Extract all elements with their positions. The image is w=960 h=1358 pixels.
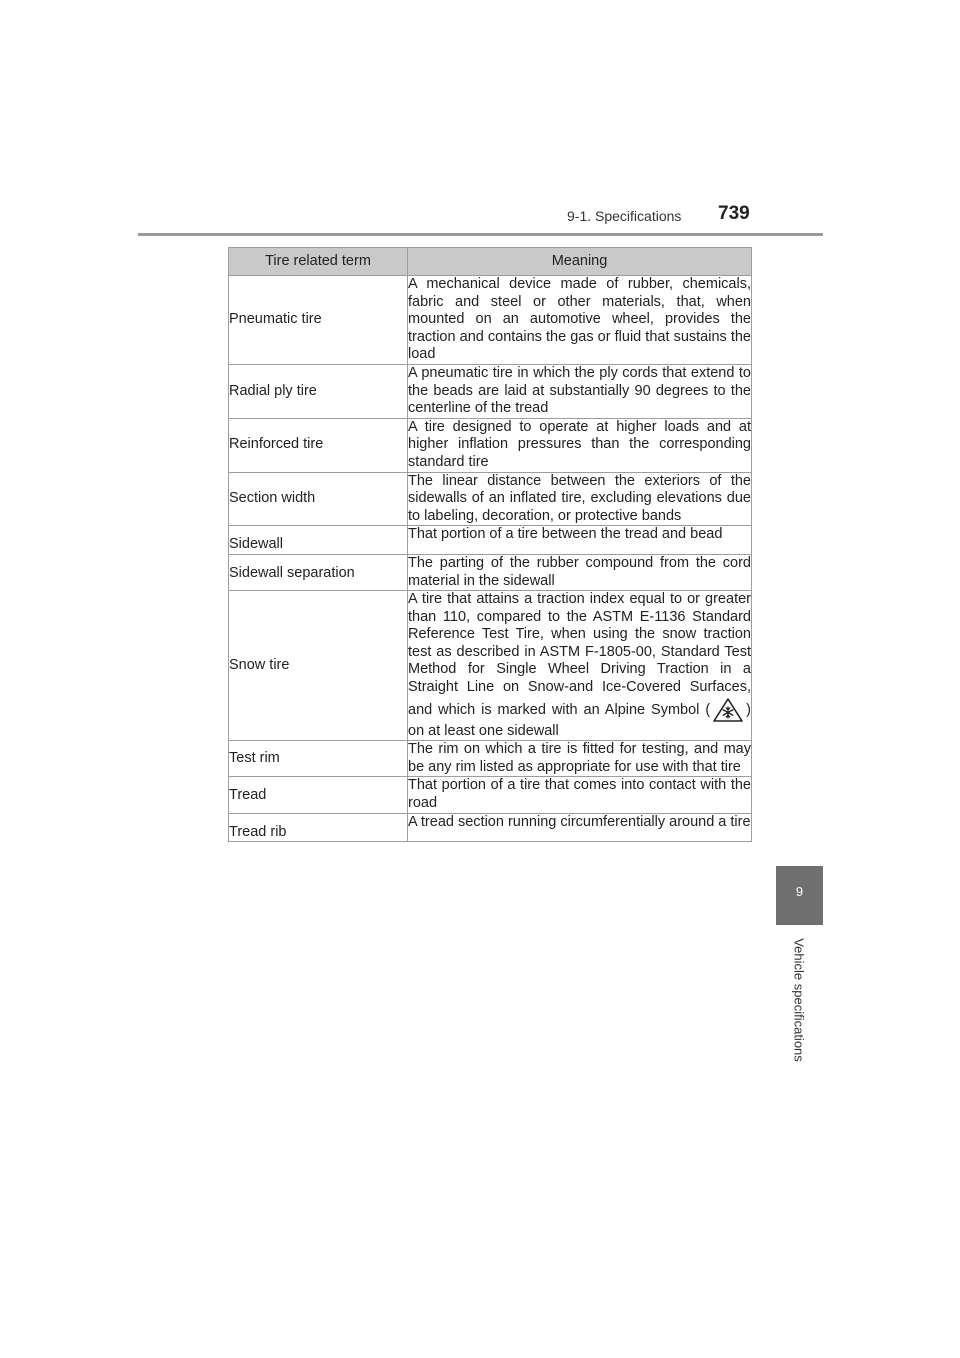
table-row <box>229 591 752 741</box>
tire-terms-table <box>228 247 752 842</box>
section-title: 9-1. Specifications <box>567 208 682 224</box>
table-row <box>229 418 752 472</box>
meaning-cell <box>408 591 752 741</box>
meaning-text: A tire that attains a traction index equal to or greater than 110, compared to the ASTM E-1136 Standard Reference Test Tire, when using the snow traction test as described in ASTM F-1805-00, Standard Test Method for Single Wheel Driving Traction in a Straight Line on Snow-and Ice-Covered Surfaces, and which is marked with an Alpine Symbol ( <box>408 591 751 718</box>
term-cell: Test rim <box>229 741 408 777</box>
header-rule <box>138 233 823 236</box>
table-row <box>229 813 752 842</box>
table-row <box>229 526 752 555</box>
term-cell: Snow tire <box>229 591 408 741</box>
term-cell: Tread rib <box>229 813 408 842</box>
meaning-cell: The rim on which a tire is fitted for testing, and may be any rim listed as appropriate for use with that tire <box>408 741 752 777</box>
table-row <box>229 741 752 777</box>
term-cell: Section width <box>229 472 408 526</box>
term-cell: Sidewall <box>229 526 408 555</box>
table-row <box>229 472 752 526</box>
meaning-cell: A mechanical device made of rubber, chemicals, fabric and steel or other materials, that, when mounted on an automotive wheel, provides the traction and contains the gas or fluid that sustains the load <box>408 276 752 365</box>
column-header-meaning: Meaning <box>408 248 752 276</box>
meaning-cell: A tire designed to operate at higher loads and at higher inflation pressures than the corresponding standard tire <box>408 418 752 472</box>
meaning-cell: A tread section running circumferentially around a tire <box>408 813 752 842</box>
table-row <box>229 276 752 365</box>
meaning-cell: That portion of a tire between the tread and bead <box>408 526 752 555</box>
table-row <box>229 777 752 813</box>
meaning-cell: That portion of a tire that comes into contact with the road <box>408 777 752 813</box>
chapter-label: Vehicle specifications <box>791 938 807 1062</box>
table-row <box>229 554 752 590</box>
column-header-term: Tire related term <box>229 248 408 276</box>
term-cell: Pneumatic tire <box>229 276 408 365</box>
table-header-row <box>229 248 752 276</box>
meaning-cell: The linear distance between the exteriors of the sidewalls of an inflated tire, excluding elevations due to labeling, decoration, or protective bands <box>408 472 752 526</box>
meaning-text-end: ) on at least one sidewall <box>408 701 751 739</box>
term-cell: Radial ply tire <box>229 364 408 418</box>
alpine-symbol-icon <box>712 697 744 723</box>
page-number: 739 <box>718 203 750 224</box>
chapter-tab <box>776 866 823 925</box>
table-row <box>229 364 752 418</box>
term-cell: Reinforced tire <box>229 418 408 472</box>
term-cell: Tread <box>229 777 408 813</box>
meaning-cell: A pneumatic tire in which the ply cords that extend to the beads are laid at substantially 90 degrees to the centerline of the tread <box>408 364 752 418</box>
meaning-cell: The parting of the rubber compound from the cord material in the sidewall <box>408 554 752 590</box>
term-cell: Sidewall separation <box>229 554 408 590</box>
chapter-number: 9 <box>795 884 804 899</box>
